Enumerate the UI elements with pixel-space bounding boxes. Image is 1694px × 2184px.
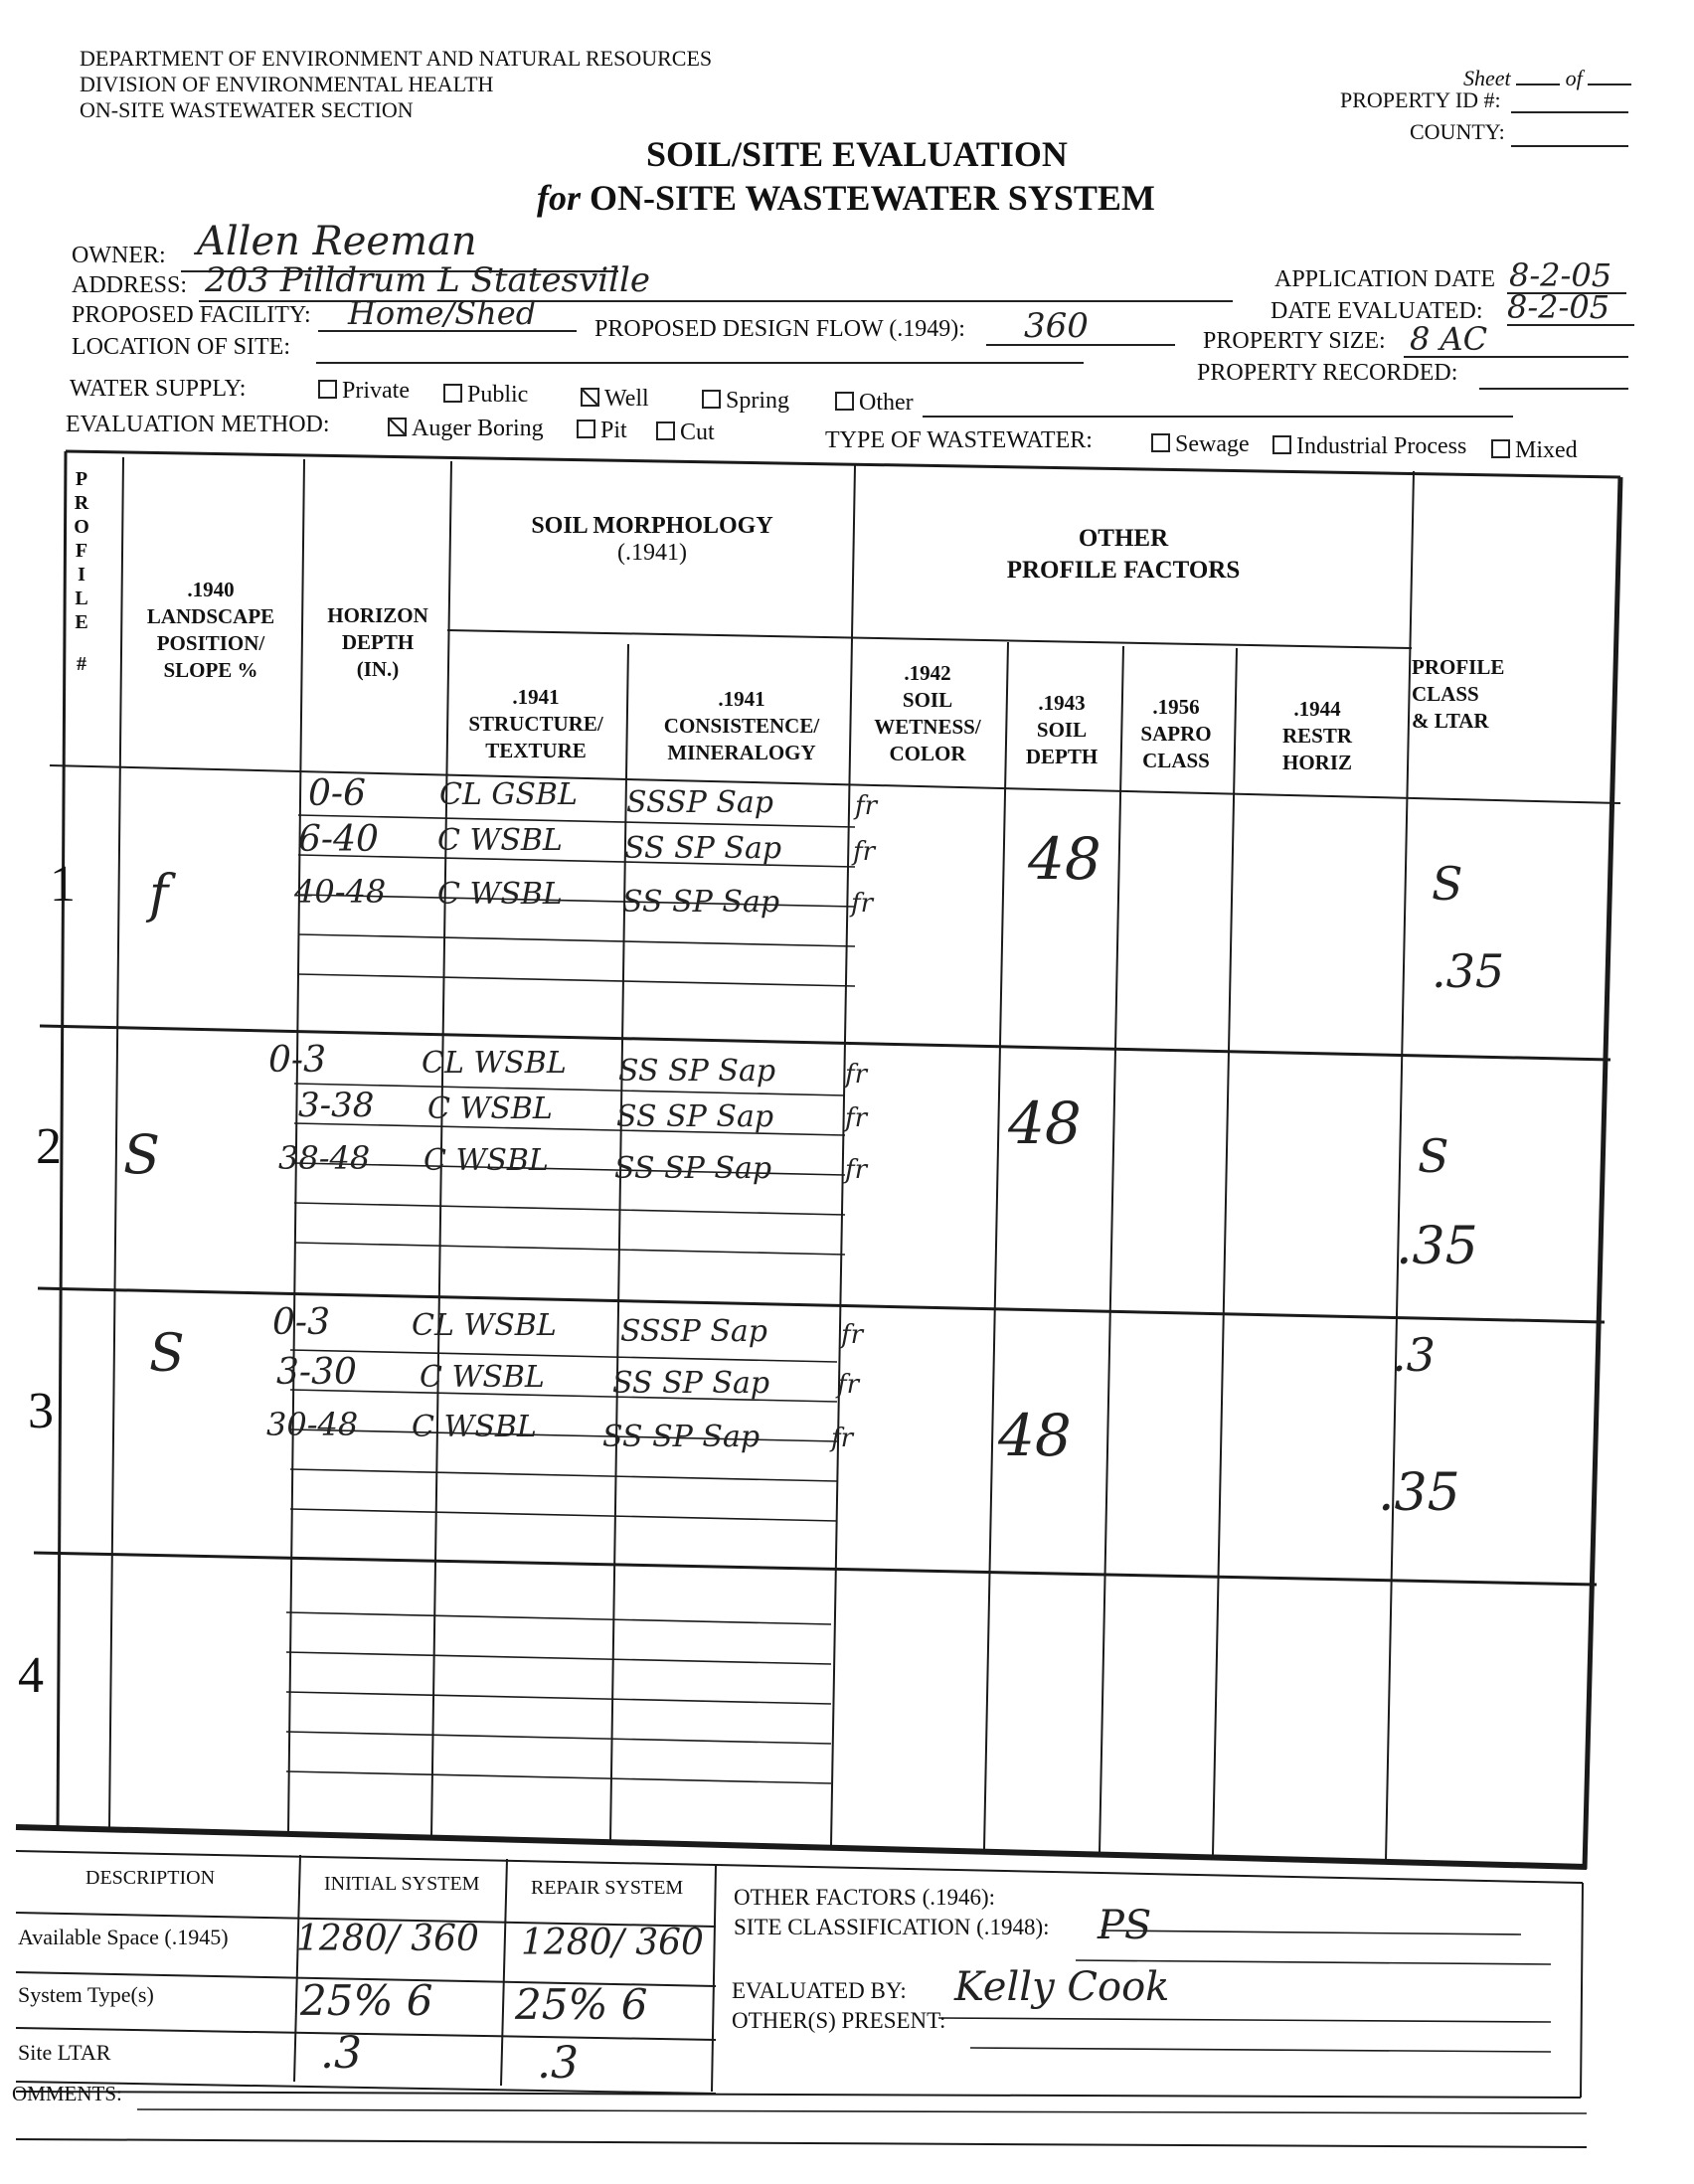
available-space-repair[interactable]: 1280/ 360 [521,1923,704,1963]
profile-2-structure-2[interactable]: C WSBL [427,1092,553,1126]
profile-3-wetness-1[interactable]: fr [841,1320,864,1350]
water-supply-label: WATER SUPPLY: [70,376,247,402]
profile-2-wetness-2[interactable]: fr [845,1103,868,1133]
site-ltar-repair[interactable]: .3 [537,2038,579,2089]
landscape-position-header: .1940 LANDSCAPE POSITION/ SLOPE % [146,578,275,682]
repair-system-header: REPAIR SYSTEM [531,1877,684,1899]
profile-1-slope[interactable]: f [149,865,169,924]
profile-1-consistence-1[interactable]: SSSP Sap [626,785,773,820]
address-label: ADDRESS: [72,272,188,298]
eval-pit[interactable]: Pit [577,418,627,444]
date-evaluated-value[interactable]: 8-2-05 [1507,288,1610,326]
profile-3-soil-depth[interactable]: 48 [998,1402,1072,1469]
property-id-label: PROPERTY ID #: [1340,87,1501,112]
profile-3-depth-2[interactable]: 3-30 [276,1352,357,1393]
soil-depth-header: .1943 SOIL DEPTH [1025,691,1099,768]
property-size-value[interactable]: 8 AC [1410,320,1488,358]
profile-3-wetness-2[interactable]: fr [837,1370,860,1400]
profile-2-ltar[interactable]: .35 [1396,1217,1478,1276]
dept-line-1: DEPARTMENT OF ENVIRONMENT AND NATURAL RESOURCES [80,46,713,71]
profile-1-structure-1[interactable]: CL GSBL [439,777,578,812]
profile-2-soil-depth[interactable]: 48 [1008,1090,1082,1157]
initial-system-header: INITIAL SYSTEM [324,1873,480,1895]
other-factors-label: OTHER FACTORS (.1946): [734,1885,996,1910]
date-evaluated-label: DATE EVALUATED: [1270,298,1483,324]
profile-3-slope[interactable]: S [149,1324,185,1384]
profile-2-depth-2[interactable]: 3-38 [298,1086,375,1125]
profile-2-structure-1[interactable]: CL WSBL [422,1046,567,1081]
water-supply-well[interactable]: Well [581,386,649,413]
facility-label: PROPOSED FACILITY: [72,302,311,328]
system-type-label: System Type(s) [18,1982,154,2007]
site-ltar-label: Site LTAR [18,2040,111,2065]
profile-number-header: P R O F I L E # [74,468,89,675]
profile-3-ltar[interactable]: .35 [1378,1463,1460,1523]
profile-3-wetness-3[interactable]: fr [831,1424,854,1453]
profile-number-4: 4 [18,1647,44,1704]
site-ltar-initial[interactable]: .3 [320,2028,362,2079]
eval-cut[interactable]: Cut [656,420,715,446]
application-date-value[interactable]: 8-2-05 [1509,256,1612,294]
profile-number-2: 2 [36,1118,62,1175]
profile-1-soil-depth[interactable]: 48 [1028,825,1101,893]
structure-texture-header: .1941 STRUCTURE/ TEXTURE [468,685,603,762]
eval-auger-boring[interactable]: Auger Boring [388,416,544,442]
profile-3-consistence-1[interactable]: SSSP Sap [620,1314,767,1349]
profile-1-ltar[interactable]: .35 [1432,944,1505,998]
description-header: DESCRIPTION [85,1867,216,1889]
profile-class-ltar-header: PROFILE CLASS & LTAR [1412,655,1505,733]
profile-2-wetness-3[interactable]: fr [845,1155,868,1185]
horizon-depth-header: HORIZON DEPTH (IN.) [327,603,428,681]
design-flow-label: PROPOSED DESIGN FLOW (.1949): [594,316,965,342]
owner-label: OWNER: [72,243,166,268]
profile-2-depth-3[interactable]: 38-48 [278,1139,371,1177]
available-space-initial[interactable]: 1280/ 360 [296,1919,479,1959]
other-profile-factors-header: OTHER PROFILE FACTORS [1006,525,1241,584]
profile-3-consistence-2[interactable]: SS SP Sap [612,1366,770,1401]
design-flow-value[interactable]: 360 [1024,306,1089,346]
profile-1-class[interactable]: S [1432,857,1463,911]
location-label: LOCATION OF SITE: [72,334,290,360]
profile-2-depth-1[interactable]: 0-3 [268,1040,326,1081]
sheet-number: Sheet of [1463,66,1631,91]
profile-2-structure-3[interactable]: C WSBL [424,1143,549,1178]
available-space-label: Available Space (.1945) [18,1925,229,1949]
evaluated-by-signature[interactable]: Kelly Cook [954,1964,1170,2010]
system-type-initial[interactable]: 25% 6 [300,1976,433,2025]
profile-1-consistence-2[interactable]: SS SP Sap [624,831,782,866]
consistence-mineralogy-header: .1941 CONSISTENCE/ MINERALOGY [663,687,820,764]
profile-3-structure-3[interactable]: C WSBL [412,1410,537,1444]
wastewater-mixed[interactable]: Mixed [1491,437,1578,464]
form-subtitle: for ON-SITE WASTEWATER SYSTEM [537,178,1155,218]
profile-2-class[interactable]: S [1418,1129,1449,1183]
profile-2-consistence-1[interactable]: SS SP Sap [618,1054,776,1089]
water-supply-spring[interactable]: Spring [702,388,789,415]
application-date-label: APPLICATION DATE [1274,266,1495,292]
soil-morphology-header: SOIL MORPHOLOGY (.1941) [531,513,773,566]
restr-horiz-header: .1944 RESTR HORIZ [1281,697,1353,774]
form-title: SOIL/SITE EVALUATION [646,134,1068,174]
dept-line-2: DIVISION OF ENVIRONMENTAL HEALTH [80,72,494,96]
site-classification-value[interactable]: PS [1098,1903,1152,1948]
comments-label: OMMENTS: [12,2082,122,2105]
site-classification-label: SITE CLASSIFICATION (.1948): [734,1915,1050,1939]
profile-2-wetness-1[interactable]: fr [845,1060,868,1090]
evaluated-by-label: EVALUATED BY: [732,1978,907,2003]
water-supply-private[interactable]: Private [318,378,410,405]
profile-1-wetness-1[interactable]: fr [855,791,878,821]
profile-1-depth-1[interactable]: 0-6 [308,773,366,814]
property-recorded-label: PROPERTY RECORDED: [1197,360,1458,386]
evaluation-method-label: EVALUATION METHOD: [66,412,330,437]
profile-3-structure-1[interactable]: CL WSBL [412,1308,557,1343]
profile-3-class[interactable]: .3 [1392,1328,1436,1382]
profile-1-wetness-2[interactable]: fr [853,837,876,867]
profile-2-consistence-2[interactable]: SS SP Sap [616,1099,774,1134]
profile-number-1: 1 [50,856,76,913]
profile-2-slope[interactable]: S [123,1123,160,1186]
county-label: COUNTY: [1410,119,1505,144]
water-supply-other[interactable]: Other [835,390,914,417]
owner-value[interactable]: Allen Reeman [197,219,477,264]
profile-1-structure-3[interactable]: C WSBL [437,877,563,912]
sapro-class-header: .1956 SAPRO CLASS [1140,695,1212,772]
address-value[interactable]: 203 Pilldrum L Statesville [205,260,650,300]
profile-1-structure-2[interactable]: C WSBL [437,823,563,858]
wastewater-type-label: TYPE OF WASTEWATER: [825,427,1093,453]
others-present-label: OTHER(S) PRESENT: [732,2008,946,2033]
system-type-repair[interactable]: 25% 6 [515,1980,648,2029]
profile-3-structure-2[interactable]: C WSBL [420,1360,545,1395]
profile-number-3: 3 [28,1383,54,1439]
profile-3-depth-3[interactable]: 30-48 [266,1406,359,1443]
profile-1-wetness-3[interactable]: fr [851,889,874,919]
profile-2-consistence-3[interactable]: SS SP Sap [614,1151,772,1186]
profile-1-depth-3[interactable]: 40-48 [294,873,387,911]
property-size-label: PROPERTY SIZE: [1203,328,1386,354]
soil-wetness-header: .1942 SOIL WETNESS/ COLOR [874,661,981,765]
profile-3-depth-1[interactable]: 0-3 [272,1302,330,1343]
profile-1-depth-2[interactable]: 6-40 [298,819,379,860]
dept-line-3: ON-SITE WASTEWATER SECTION [80,97,414,122]
wastewater-sewage[interactable]: Sewage [1151,431,1250,458]
profile-3-consistence-3[interactable]: SS SP Sap [602,1420,761,1454]
wastewater-industrial[interactable]: Industrial Process [1272,433,1466,460]
water-supply-public[interactable]: Public [443,382,528,409]
facility-value[interactable]: Home/Shed [348,294,537,332]
profile-1-consistence-3[interactable]: SS SP Sap [622,885,780,920]
